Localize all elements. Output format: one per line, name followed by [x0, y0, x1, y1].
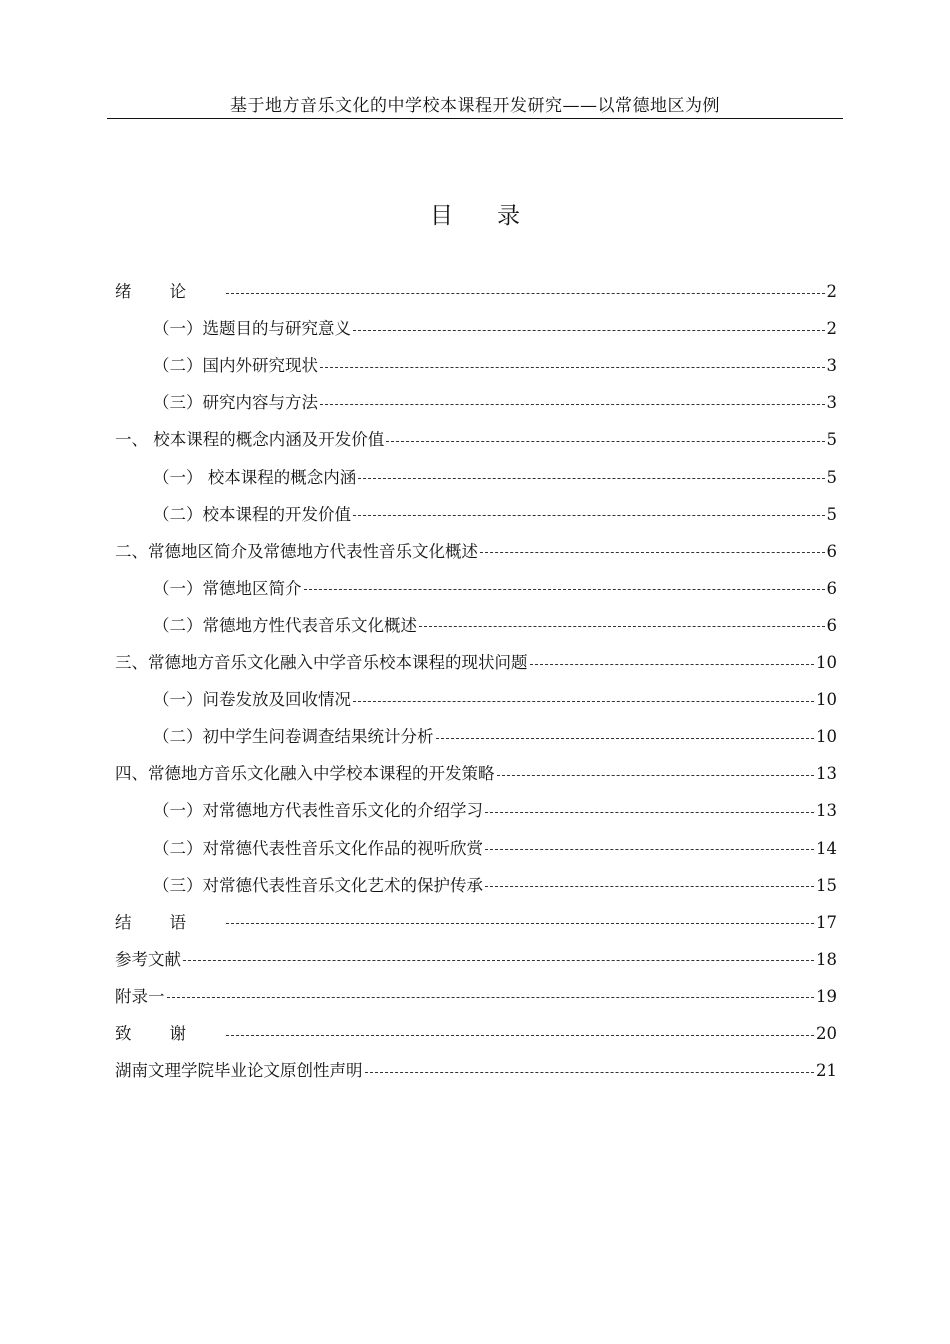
toc-entry — [115, 502, 837, 528]
toc-entry-label: （二）初中学生问卷调查结果统计分析 — [153, 727, 434, 747]
toc-leader-line — [497, 775, 815, 776]
toc-entry-label: 三、常德地方音乐文化融入中学音乐校本课程的现状问题 — [115, 653, 528, 672]
toc-entry-page: 19 — [816, 986, 837, 1006]
toc-entry-label: 致谢 — [115, 1024, 224, 1043]
toc-leader-line — [419, 626, 825, 627]
toc-entry — [115, 1058, 837, 1084]
toc-leader-line — [353, 515, 825, 516]
toc-entry-page: 10 — [816, 653, 837, 672]
toc-leader-line — [485, 886, 814, 887]
toc-entry-page: 2 — [826, 319, 837, 339]
toc-entry — [115, 465, 837, 491]
toc-entry-page: 17 — [816, 912, 837, 932]
toc-entry — [115, 1021, 837, 1047]
toc-leader-line — [304, 589, 825, 590]
toc-entry-label: （三）研究内容与方法 — [153, 393, 318, 413]
toc-leader-line — [226, 1035, 814, 1036]
toc-entry-label: 二、常德地区简介及常德地方代表性音乐文化概述 — [115, 541, 478, 561]
toc-entry-label: 结语 — [115, 912, 224, 932]
toc-entry-page: 10 — [816, 727, 837, 747]
toc-leader-line — [226, 923, 814, 924]
toc-entry-page: 6 — [826, 578, 837, 598]
toc-entry — [115, 687, 837, 713]
toc-entry — [115, 576, 837, 602]
toc-entry-label: （二）国内外研究现状 — [153, 356, 318, 376]
toc-entry-page: 3 — [826, 356, 837, 376]
toc-entry-label: 参考文献 — [115, 949, 181, 969]
toc-entry — [115, 947, 837, 973]
toc-leader-line — [480, 552, 825, 553]
toc-entry — [115, 279, 837, 305]
toc-entry-page: 3 — [826, 393, 837, 413]
toc-leader-line — [226, 293, 825, 294]
toc-entry-label: （一）问卷发放及回收情况 — [153, 690, 351, 710]
toc-entry-label: （二）对常德代表性音乐文化作品的视听欣赏 — [153, 838, 483, 858]
toc-entry-page: 13 — [816, 764, 837, 784]
toc-entry-label: （二）校本课程的开发价值 — [153, 504, 351, 524]
toc-entry — [115, 390, 837, 416]
toc-leader-line — [530, 664, 815, 665]
toc-entry-label: （一）选题目的与研究意义 — [153, 319, 351, 339]
toc-entry-label: 一、 校本课程的概念内涵及开发价值 — [115, 430, 385, 450]
toc-leader-line — [353, 330, 825, 331]
toc-entry-page: 5 — [826, 504, 837, 524]
toc-entry-label: （一） 校本课程的概念内涵 — [153, 467, 357, 487]
toc-entry-label: （一）常德地区简介 — [153, 578, 302, 598]
toc-leader-line — [436, 738, 815, 739]
toc-entry — [115, 873, 837, 899]
toc-entry — [115, 613, 837, 639]
toc-entry — [115, 650, 837, 676]
toc-entry — [115, 761, 837, 787]
toc-leader-line — [485, 849, 814, 850]
toc-leader-line — [183, 960, 814, 961]
toc-leader-line — [320, 367, 825, 368]
toc-entry-page: 21 — [816, 1061, 837, 1081]
toc-entry-page: 10 — [816, 690, 837, 710]
toc-entry-page: 20 — [816, 1024, 837, 1043]
toc-entry-page: 2 — [826, 282, 837, 301]
toc-entry-page: 5 — [826, 430, 837, 450]
toc-entry — [115, 724, 837, 750]
toc-entry-label: 绪论 — [115, 282, 224, 301]
toc-leader-line — [485, 812, 814, 813]
toc-entry-label: （二）常德地方性代表音乐文化概述 — [153, 615, 417, 635]
toc-entry-page: 15 — [816, 875, 837, 895]
toc-entry — [115, 836, 837, 862]
toc-entry — [115, 427, 837, 453]
toc-entry-page: 5 — [826, 467, 837, 487]
toc-entry-page: 6 — [826, 541, 837, 561]
toc-leader-line — [353, 701, 814, 702]
toc-entry — [115, 798, 837, 824]
table-of-contents — [115, 0, 837, 1344]
toc-entry — [115, 984, 837, 1010]
toc-leader-line — [365, 1072, 815, 1073]
toc-leader-line — [358, 478, 824, 479]
toc-leader-line — [386, 441, 824, 442]
toc-entry-page: 13 — [816, 801, 837, 821]
toc-entry-page: 6 — [826, 615, 837, 635]
running-header: 基于地方音乐文化的中学校本课程开发研究——以常德地区为例 — [230, 96, 720, 116]
toc-entry-label: （一）对常德地方代表性音乐文化的介绍学习 — [153, 801, 483, 821]
toc-entry-label: 附录一 — [115, 986, 165, 1006]
toc-leader-line — [320, 404, 825, 405]
toc-entry-label: 湖南文理学院毕业论文原创性声明 — [115, 1061, 363, 1081]
toc-title: 目录 — [430, 203, 564, 229]
toc-entry — [115, 316, 837, 342]
toc-entry — [115, 539, 837, 565]
toc-entry-page: 14 — [816, 838, 837, 858]
toc-entry-page: 18 — [816, 949, 837, 969]
toc-entry-label: 四、常德地方音乐文化融入中学校本课程的开发策略 — [115, 764, 495, 784]
toc-entry — [115, 353, 837, 379]
toc-entry-label: （三）对常德代表性音乐文化艺术的保护传承 — [153, 875, 483, 895]
toc-leader-line — [167, 997, 815, 998]
toc-entry — [115, 910, 837, 936]
